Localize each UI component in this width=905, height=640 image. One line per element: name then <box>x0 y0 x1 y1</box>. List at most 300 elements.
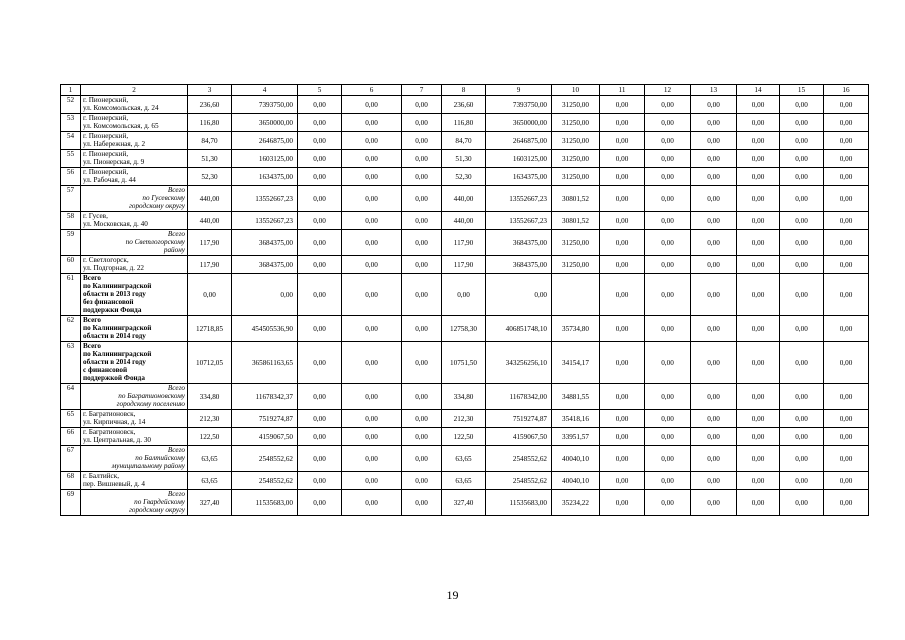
value-cell: 0,00 <box>691 428 737 446</box>
address-line: муниципальному району <box>111 462 185 470</box>
column-number-header: 12 <box>645 85 691 96</box>
table-row <box>61 410 869 428</box>
address-line: ул. Комсомольская, д. 24 <box>83 104 159 112</box>
value-cell: 51,30 <box>442 150 486 168</box>
address-line: без финансовой <box>83 298 134 306</box>
value-cell: 0,00 <box>298 168 342 186</box>
value-cell: 0,00 <box>600 150 645 168</box>
value-cell: 0,00 <box>824 384 869 410</box>
value-cell: 0,00 <box>342 186 402 212</box>
value-cell: 0,00 <box>402 490 442 516</box>
address-line: ул. Комсомольская, д. 65 <box>83 122 159 130</box>
address-line: Всего <box>167 490 185 498</box>
value-cell: 0,00 <box>824 132 869 150</box>
value-cell: 3684375,00 <box>232 256 298 274</box>
value-cell: 11535683,00 <box>232 490 298 516</box>
row-number: 56 <box>61 168 81 186</box>
value-cell: 0,00 <box>402 168 442 186</box>
value-cell: 0,00 <box>645 168 691 186</box>
value-cell: 31250,00 <box>552 114 600 132</box>
value-cell: 1603125,00 <box>486 150 552 168</box>
value-cell: 0,00 <box>691 132 737 150</box>
value-cell: 0,00 <box>342 114 402 132</box>
value-cell: 122,50 <box>442 428 486 446</box>
value-cell: 0,00 <box>737 96 780 114</box>
value-cell: 0,00 <box>298 446 342 472</box>
value-cell: 12718,85 <box>188 316 232 342</box>
value-cell: 0,00 <box>645 274 691 316</box>
table-row <box>61 114 869 132</box>
value-cell: 212,30 <box>442 410 486 428</box>
value-cell: 0,00 <box>691 150 737 168</box>
value-cell: 117,90 <box>188 230 232 256</box>
value-cell: 0,00 <box>691 256 737 274</box>
value-cell: 0,00 <box>402 342 442 384</box>
address-line: ул. Кирпичная, д. 14 <box>83 418 146 426</box>
value-cell: 11535683,00 <box>486 490 552 516</box>
value-cell: 0,00 <box>780 342 824 384</box>
address-line: по Светлогорскому <box>125 238 185 246</box>
address-line: г. Багратионовск, <box>83 428 136 436</box>
value-cell: 13552667,23 <box>232 212 298 230</box>
address-cell <box>81 384 188 410</box>
value-cell: 0,00 <box>298 274 342 316</box>
address-line: ул. Набережная, д. 2 <box>83 140 146 148</box>
address-cell <box>81 274 188 316</box>
value-cell: 0,00 <box>188 274 232 316</box>
value-cell: 0,00 <box>402 316 442 342</box>
row-number: 55 <box>61 150 81 168</box>
value-cell: 35418,16 <box>552 410 600 428</box>
value-cell: 0,00 <box>780 114 824 132</box>
value-cell: 0,00 <box>645 212 691 230</box>
value-cell: 0,00 <box>824 256 869 274</box>
value-cell: 2548552,62 <box>486 472 552 490</box>
value-cell: 11678342,37 <box>232 384 298 410</box>
value-cell: 0,00 <box>645 342 691 384</box>
address-cell <box>81 114 188 132</box>
value-cell: 440,00 <box>188 212 232 230</box>
value-cell: 1634375,00 <box>232 168 298 186</box>
value-cell: 0,00 <box>298 96 342 114</box>
value-cell: 0,00 <box>402 186 442 212</box>
value-cell: 12758,30 <box>442 316 486 342</box>
value-cell: 0,00 <box>442 274 486 316</box>
address-line: по Гусевскому <box>142 194 185 202</box>
value-cell: 13552667,23 <box>232 186 298 212</box>
value-cell: 0,00 <box>298 230 342 256</box>
value-cell: 84,70 <box>188 132 232 150</box>
value-cell: 0,00 <box>737 150 780 168</box>
value-cell: 4159067,50 <box>486 428 552 446</box>
row-number: 65 <box>61 410 81 428</box>
housing-data-table <box>60 84 869 516</box>
value-cell: 0,00 <box>737 168 780 186</box>
value-cell: 117,90 <box>188 256 232 274</box>
value-cell: 34154,17 <box>552 342 600 384</box>
address-cell <box>81 132 188 150</box>
address-line: ул. Рабочая, д. 44 <box>83 176 136 184</box>
value-cell: 117,90 <box>442 256 486 274</box>
table-row <box>61 150 869 168</box>
row-number: 69 <box>61 490 81 516</box>
row-number: 68 <box>61 472 81 490</box>
value-cell: 1603125,00 <box>232 150 298 168</box>
value-cell: 0,00 <box>342 256 402 274</box>
value-cell: 2548552,62 <box>486 446 552 472</box>
value-cell: 0,00 <box>342 132 402 150</box>
value-cell: 35234,22 <box>552 490 600 516</box>
address-line: ул. Центральная, д. 30 <box>83 436 152 444</box>
address-line: по Калининградской <box>83 324 152 332</box>
value-cell: 0,00 <box>342 446 402 472</box>
value-cell: 0,00 <box>600 316 645 342</box>
value-cell: 0,00 <box>645 132 691 150</box>
value-cell: 0,00 <box>824 168 869 186</box>
value-cell: 0,00 <box>824 490 869 516</box>
value-cell: 0,00 <box>645 316 691 342</box>
value-cell: 0,00 <box>402 256 442 274</box>
row-number: 53 <box>61 114 81 132</box>
value-cell: 327,40 <box>442 490 486 516</box>
value-cell: 63,65 <box>442 472 486 490</box>
value-cell: 0,00 <box>780 472 824 490</box>
table-row <box>61 428 869 446</box>
value-cell: 0,00 <box>298 186 342 212</box>
value-cell: 0,00 <box>600 384 645 410</box>
value-cell: 0,00 <box>824 472 869 490</box>
value-cell: 52,30 <box>188 168 232 186</box>
value-cell: 0,00 <box>600 132 645 150</box>
value-cell: 0,00 <box>737 384 780 410</box>
value-cell: 0,00 <box>645 490 691 516</box>
address-line: области в 2014 году <box>83 358 146 366</box>
value-cell: 0,00 <box>402 472 442 490</box>
value-cell: 0,00 <box>780 428 824 446</box>
value-cell: 0,00 <box>298 384 342 410</box>
value-cell: 0,00 <box>298 256 342 274</box>
value-cell: 0,00 <box>600 114 645 132</box>
address-line: поддержки Фонда <box>83 306 142 314</box>
row-number: 52 <box>61 96 81 114</box>
value-cell: 0,00 <box>645 150 691 168</box>
table-row <box>61 472 869 490</box>
value-cell: 0,00 <box>402 114 442 132</box>
address-cell <box>81 256 188 274</box>
value-cell: 33951,57 <box>552 428 600 446</box>
value-cell: 31250,00 <box>552 230 600 256</box>
value-cell: 3650000,00 <box>232 114 298 132</box>
value-cell: 3684375,00 <box>486 230 552 256</box>
value-cell: 122,50 <box>188 428 232 446</box>
value-cell: 0,00 <box>342 316 402 342</box>
address-line: ул. Подгорная, д. 22 <box>83 264 145 272</box>
value-cell: 0,00 <box>600 256 645 274</box>
value-cell: 0,00 <box>691 230 737 256</box>
value-cell: 0,00 <box>402 212 442 230</box>
value-cell: 0,00 <box>824 342 869 384</box>
address-line: по Балтийскому <box>135 454 185 462</box>
address-cell <box>81 342 188 384</box>
value-cell: 3684375,00 <box>486 256 552 274</box>
column-number-header: 8 <box>442 85 486 96</box>
table-row <box>61 274 869 316</box>
address-cell <box>81 316 188 342</box>
value-cell: 3684375,00 <box>232 230 298 256</box>
address-cell <box>81 446 188 472</box>
value-cell: 0,00 <box>600 490 645 516</box>
value-cell: 0,00 <box>645 114 691 132</box>
value-cell: 0,00 <box>600 472 645 490</box>
address-cell <box>81 490 188 516</box>
value-cell: 0,00 <box>737 114 780 132</box>
value-cell: 40040,10 <box>552 446 600 472</box>
value-cell: 31250,00 <box>552 256 600 274</box>
value-cell: 34881,55 <box>552 384 600 410</box>
value-cell: 31250,00 <box>552 132 600 150</box>
value-cell: 0,00 <box>780 256 824 274</box>
value-cell: 1634375,00 <box>486 168 552 186</box>
value-cell: 0,00 <box>402 96 442 114</box>
row-number: 67 <box>61 446 81 472</box>
value-cell: 0,00 <box>342 150 402 168</box>
value-cell: 0,00 <box>402 384 442 410</box>
address-line: области в 2014 году <box>83 332 146 340</box>
address-line: городскому округу <box>129 506 185 514</box>
column-number-header: 6 <box>342 85 402 96</box>
value-cell: 0,00 <box>342 168 402 186</box>
value-cell: 0,00 <box>600 446 645 472</box>
address-line: району <box>163 246 185 254</box>
address-line: Всего <box>167 186 185 194</box>
value-cell: 52,30 <box>442 168 486 186</box>
value-cell: 0,00 <box>342 274 402 316</box>
address-line: по Калининградской <box>83 282 152 290</box>
address-line: г. Балтийск, <box>83 472 120 480</box>
value-cell: 0,00 <box>600 428 645 446</box>
value-cell: 2548552,62 <box>232 446 298 472</box>
address-line: г. Пионерский, <box>83 132 129 140</box>
address-line: поддержкой Фонда <box>83 374 145 382</box>
table-row <box>61 490 869 516</box>
table-row <box>61 230 869 256</box>
value-cell: 0,00 <box>645 186 691 212</box>
value-cell: 236,60 <box>188 96 232 114</box>
column-number-header: 5 <box>298 85 342 96</box>
address-line: Всего <box>167 446 185 454</box>
value-cell: 0,00 <box>645 472 691 490</box>
value-cell: 0,00 <box>824 114 869 132</box>
value-cell: 0,00 <box>402 446 442 472</box>
row-number: 66 <box>61 428 81 446</box>
value-cell: 327,40 <box>188 490 232 516</box>
column-number-header: 3 <box>188 85 232 96</box>
address-cell <box>81 410 188 428</box>
row-number: 63 <box>61 342 81 384</box>
value-cell: 0,00 <box>691 274 737 316</box>
value-cell: 0,00 <box>691 446 737 472</box>
address-line: Всего <box>167 384 185 392</box>
address-line: Всего <box>167 230 185 238</box>
value-cell: 51,30 <box>188 150 232 168</box>
value-cell: 0,00 <box>298 472 342 490</box>
value-cell: 30801,52 <box>552 186 600 212</box>
row-number: 64 <box>61 384 81 410</box>
value-cell: 0,00 <box>600 410 645 428</box>
value-cell: 2646875,00 <box>232 132 298 150</box>
row-number: 59 <box>61 230 81 256</box>
value-cell: 334,80 <box>442 384 486 410</box>
value-cell: 236,60 <box>442 96 486 114</box>
value-cell: 0,00 <box>600 168 645 186</box>
value-cell: 63,65 <box>188 472 232 490</box>
address-line: области в 2013 году <box>83 290 146 298</box>
column-number-header: 11 <box>600 85 645 96</box>
value-cell: 0,00 <box>780 274 824 316</box>
address-cell <box>81 168 188 186</box>
address-line: г. Багратионовск, <box>83 410 136 418</box>
value-cell: 30801,52 <box>552 212 600 230</box>
value-cell: 0,00 <box>737 410 780 428</box>
value-cell: 440,00 <box>188 186 232 212</box>
value-cell: 0,00 <box>645 96 691 114</box>
table-row <box>61 316 869 342</box>
value-cell: 0,00 <box>824 410 869 428</box>
row-number: 57 <box>61 186 81 212</box>
value-cell: 0,00 <box>691 212 737 230</box>
value-cell: 0,00 <box>298 428 342 446</box>
value-cell: 13552667,23 <box>486 212 552 230</box>
address-line: по Калининградской <box>83 350 152 358</box>
value-cell: 0,00 <box>780 212 824 230</box>
value-cell: 0,00 <box>737 472 780 490</box>
value-cell: 0,00 <box>600 212 645 230</box>
value-cell: 0,00 <box>402 230 442 256</box>
value-cell: 454505536,90 <box>232 316 298 342</box>
value-cell: 0,00 <box>824 96 869 114</box>
address-line: Всего <box>83 274 101 282</box>
column-number-header: 9 <box>486 85 552 96</box>
value-cell: 0,00 <box>600 342 645 384</box>
value-cell: 0,00 <box>737 230 780 256</box>
value-cell: 0,00 <box>780 410 824 428</box>
address-line: г. Гусев, <box>83 212 108 220</box>
value-cell: 0,00 <box>342 490 402 516</box>
address-cell <box>81 428 188 446</box>
column-number-header: 7 <box>402 85 442 96</box>
value-cell: 0,00 <box>298 490 342 516</box>
value-cell: 0,00 <box>780 490 824 516</box>
value-cell: 11678342,00 <box>486 384 552 410</box>
value-cell: 0,00 <box>691 384 737 410</box>
value-cell: 0,00 <box>780 186 824 212</box>
value-cell: 0,00 <box>645 428 691 446</box>
value-cell: 0,00 <box>402 410 442 428</box>
value-cell: 7393750,00 <box>486 96 552 114</box>
value-cell: 0,00 <box>824 428 869 446</box>
table-header-row <box>61 85 869 96</box>
value-cell: 116,80 <box>188 114 232 132</box>
value-cell: 0,00 <box>780 168 824 186</box>
table-row <box>61 342 869 384</box>
value-cell: 0,00 <box>737 428 780 446</box>
value-cell: 365861163,65 <box>232 342 298 384</box>
table-row <box>61 96 869 114</box>
value-cell: 10751,50 <box>442 342 486 384</box>
address-line: по Багратионовскому <box>118 392 185 400</box>
value-cell: 2548552,62 <box>232 472 298 490</box>
table-row <box>61 186 869 212</box>
value-cell: 0,00 <box>691 342 737 384</box>
table-row <box>61 212 869 230</box>
value-cell: 0,00 <box>298 150 342 168</box>
value-cell: 0,00 <box>645 410 691 428</box>
value-cell: 0,00 <box>824 274 869 316</box>
value-cell: 0,00 <box>691 168 737 186</box>
value-cell: 0,00 <box>645 230 691 256</box>
value-cell: 0,00 <box>402 132 442 150</box>
table-row <box>61 256 869 274</box>
value-cell: 0,00 <box>645 384 691 410</box>
value-cell: 0,00 <box>298 114 342 132</box>
column-number-header: 2 <box>81 85 188 96</box>
value-cell: 0,00 <box>780 132 824 150</box>
address-cell <box>81 230 188 256</box>
value-cell: 0,00 <box>600 274 645 316</box>
address-line: г. Светлогорск, <box>83 256 129 264</box>
value-cell: 0,00 <box>737 342 780 384</box>
value-cell: 0,00 <box>402 150 442 168</box>
address-cell <box>81 472 188 490</box>
value-cell: 7519274,87 <box>232 410 298 428</box>
value-cell: 343256256,10 <box>486 342 552 384</box>
value-cell: 0,00 <box>737 212 780 230</box>
value-cell: 0,00 <box>691 316 737 342</box>
address-line: с финансовой <box>83 366 128 374</box>
value-cell: 0,00 <box>737 256 780 274</box>
row-number: 58 <box>61 212 81 230</box>
value-cell: 0,00 <box>342 96 402 114</box>
value-cell: 0,00 <box>691 490 737 516</box>
value-cell: 0,00 <box>298 342 342 384</box>
address-line: г. Пионерский, <box>83 168 129 176</box>
value-cell: 2646875,00 <box>486 132 552 150</box>
table-row <box>61 446 869 472</box>
value-cell: 0,00 <box>232 274 298 316</box>
page-number: 19 <box>446 588 459 602</box>
value-cell: 0,00 <box>342 230 402 256</box>
value-cell: 31250,00 <box>552 150 600 168</box>
address-line: Всего <box>83 342 101 350</box>
value-cell: 0,00 <box>342 410 402 428</box>
value-cell: 0,00 <box>780 230 824 256</box>
value-cell: 0,00 <box>824 446 869 472</box>
address-line: г. Пионерский, <box>83 150 129 158</box>
value-cell: 0,00 <box>780 384 824 410</box>
value-cell: 0,00 <box>342 472 402 490</box>
value-cell: 0,00 <box>342 384 402 410</box>
value-cell: 0,00 <box>600 230 645 256</box>
address-line: г. Пионерский, <box>83 96 129 104</box>
value-cell: 0,00 <box>780 96 824 114</box>
value-cell: 117,90 <box>442 230 486 256</box>
value-cell: 406851748,10 <box>486 316 552 342</box>
value-cell <box>552 274 600 316</box>
column-number-header: 10 <box>552 85 600 96</box>
value-cell: 0,00 <box>342 342 402 384</box>
value-cell: 0,00 <box>486 274 552 316</box>
value-cell: 0,00 <box>780 446 824 472</box>
